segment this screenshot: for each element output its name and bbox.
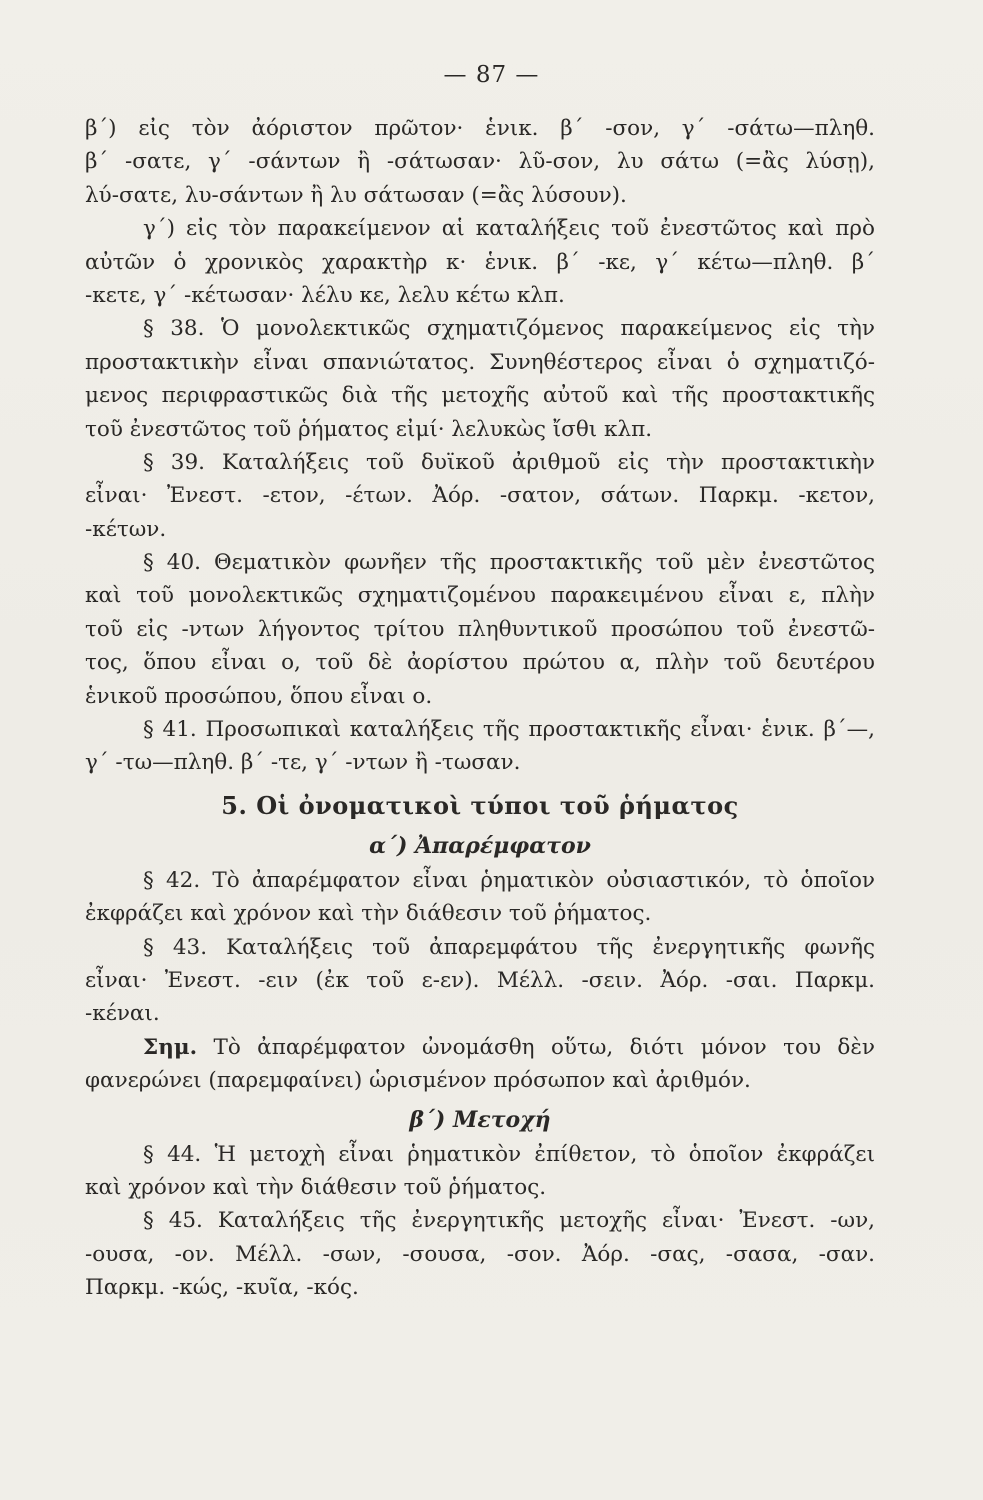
paragraph-42: § 42. Τὸ ἀπαρέμφατον εἶναι ῥηματικὸν οὐσιαστικόν, τὸ ὁποῖον — [143, 867, 875, 893]
paragraph-41: § 41. Προσωπικαὶ καταλήξεις τῆς προστακτικῆς εἶναι· ἑνικ. β΄—, — [143, 717, 875, 743]
text-line: λύ-σατε, λυ-σάντων ἢ λυ σάτωσαν (=ἂς λύσουν). — [85, 182, 627, 208]
page-number: — 87 — — [443, 62, 540, 88]
text-line: β΄) εἰς τὸν ἀόριστον πρῶτον· ἑνικ. β΄ -σον, γ΄ -σάτω—πληθ. — [85, 116, 875, 141]
text-line: Παρκμ. -κώς, -κυῖα, -κός. — [85, 1275, 359, 1301]
text-line: γ΄) εἰς τὸν παρακείμενον αἱ καταλήξεις τοῦ ἐνεστῶτος καὶ πρὸ — [143, 216, 875, 242]
note-line — [85, 1031, 875, 1064]
text-line: εἶναι· Ἐνεστ. -ετον, -έτων. Ἀόρ. -σατον, σάτων. Παρκμ. -κετον, — [85, 483, 875, 509]
text-line: ἑνικοῦ προσώπου, ὅπου εἶναι ο. — [85, 683, 433, 709]
subheading-infinitive: α΄) Ἀπαρέμφατον — [369, 832, 591, 859]
paragraph-45: § 45. Καταλήξεις τῆς ἐνεργητικῆς μετοχῆς εἶναι· Ἐνεστ. -ων, — [143, 1208, 875, 1234]
note-label: Σημ. — [143, 1034, 198, 1060]
paragraph-40: § 40. Θεματικὸν φωνῆεν τῆς προστακτικῆς τοῦ μὲν ἐνεστῶτος — [143, 550, 875, 576]
subheading-participle: β΄) Μετοχή — [409, 1106, 551, 1133]
body-text — [85, 112, 875, 1305]
section-heading: 5. Οἱ ὀνοματικοὶ τύποι τοῦ ῥήματος — [221, 790, 739, 820]
text-line: καὶ τοῦ μονολεκτικῶς σχηματιζομένου παρακειμένου εἶναι ε, πλὴν — [85, 583, 875, 609]
text-line: γ΄ -τω—πληθ. β΄ -τε, γ΄ -ντων ἢ -τωσαν. — [85, 750, 521, 776]
text-line: τοῦ ἐνεστῶτος τοῦ ῥήματος εἰμί· λελυκὼς ἴσθι κλπ. — [85, 416, 653, 442]
paragraph-43: § 43. Καταλήξεις τοῦ ἀπαρεμφάτου τῆς ἐνεργητικῆς φωνῆς — [143, 934, 875, 960]
text-line: αὐτῶν ὁ χρονικὸς χαρακτὴρ κ· ἑνικ. β΄ -κε, γ΄ κέτω—πληθ. β΄ — [85, 249, 875, 275]
text-line: προστακτικὴν εἶναι σπανιώτατος. Συνηθέστερος εἶναι ὁ σχηματιζό- — [85, 349, 875, 375]
text-line: καὶ χρόνον καὶ τὴν διάθεσιν τοῦ ῥήματος. — [85, 1174, 547, 1200]
text-line: τοῦ εἰς -ντων λήγοντος τρίτου πληθυντικοῦ προσώπου τοῦ ἐνεστῶ- — [85, 616, 875, 642]
paragraph-38: § 38. Ὁ μονολεκτικῶς σχηματιζόμενος παρακείμενος εἰς τὴν — [143, 316, 875, 342]
text-line: -κέναι. — [85, 1001, 160, 1027]
text-line: β΄ -σατε, γ΄ -σάντων ἢ -σάτωσαν· λῦ-σον, λυ σάτω (=ἂς λύσῃ), — [85, 149, 875, 175]
note-line: φανερώνει (παρεμφαίνει) ὡρισμένον πρόσωπον καὶ ἀριθμόν. — [85, 1068, 751, 1094]
text-line: ἐκφράζει καὶ χρόνον καὶ τὴν διάθεσιν τοῦ ῥήματος. — [85, 901, 652, 927]
text-line: τος, ὅπου εἶναι ο, τοῦ δὲ ἀορίστου πρώτου α, πλὴν τοῦ δευτέρου — [85, 650, 875, 676]
text-line: μενος περιφραστικῶς διὰ τῆς μετοχῆς αὐτοῦ καὶ τῆς προστακτικῆς — [85, 383, 875, 409]
paragraph-39: § 39. Καταλήξεις τοῦ δυϊκοῦ ἀριθμοῦ εἰς τὴν προστακτικὴν — [143, 449, 875, 475]
text-line: εἶναι· Ἐνεστ. -ειν (ἐκ τοῦ ε-εν). Μέλλ. -σειν. Ἀόρ. -σαι. Παρκμ. — [85, 967, 875, 993]
text-line: -κετε, γ΄ -κέτωσαν· λέλυ κε, λελυ κέτω κλπ. — [85, 282, 565, 308]
paragraph-44: § 44. Ἡ μετοχὴ εἶναι ῥηματικὸν ἐπίθετον, τὸ ὁποῖον ἐκφράζει — [143, 1141, 875, 1167]
text-line: -ουσα, -ον. Μέλλ. -σων, -σουσα, -σον. Ἀόρ. -σας, -σασα, -σαν. — [85, 1241, 875, 1267]
text-line: -κέτων. — [85, 516, 167, 542]
note-text: Τὸ ἀπαρέμφατον ὠνομάσθη οὕτω, διότι μόνον του δὲν — [213, 1034, 875, 1060]
